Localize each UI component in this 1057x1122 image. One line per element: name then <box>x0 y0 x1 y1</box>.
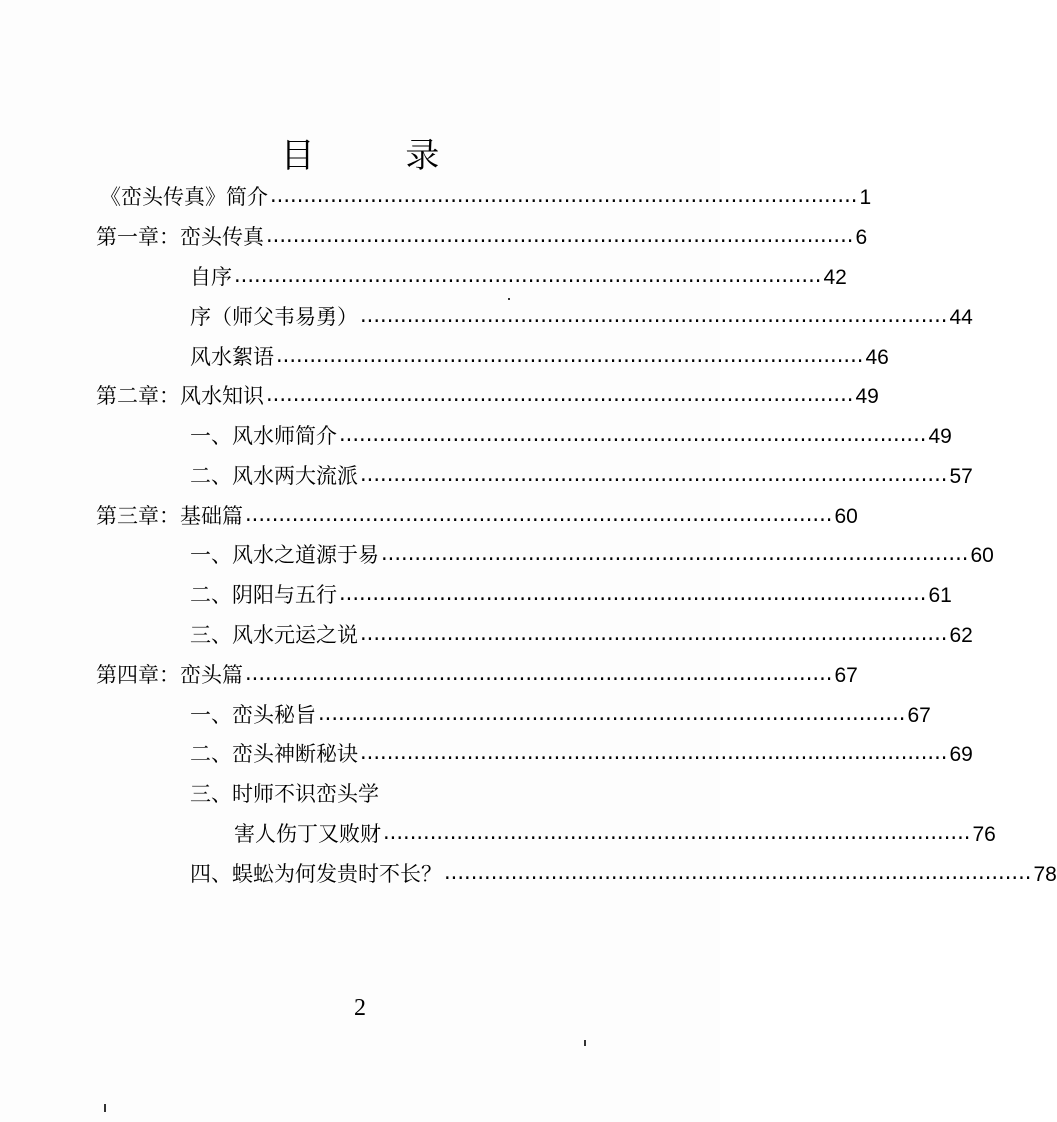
scan-speck <box>508 298 510 300</box>
toc-entry-label: 二、风水两大流派 <box>190 463 358 488</box>
toc-entry-page: 76 <box>972 822 996 846</box>
page-number: 2 <box>354 995 366 1021</box>
toc-entry[interactable] <box>190 575 952 615</box>
toc-leader-dots: ························································································ <box>360 745 948 770</box>
toc-entry-label: 序（师父韦易勇） <box>190 304 358 329</box>
toc-entry[interactable] <box>190 456 973 496</box>
toc-entry[interactable] <box>190 734 973 774</box>
toc-entry[interactable] <box>96 217 868 257</box>
toc-entry-page: 60 <box>834 504 858 528</box>
toc-entry-page: 78 <box>1033 862 1057 886</box>
toc-entry-label: 一、峦头秘旨 <box>190 702 316 727</box>
toc-entry-page: 60 <box>970 543 994 567</box>
toc-entry-label: 四、蜈蚣为何发贵时不长？ <box>190 861 442 886</box>
toc-entry[interactable] <box>190 695 931 735</box>
title-char-left: 目 <box>280 136 315 176</box>
toc-entry[interactable] <box>190 535 994 575</box>
toc-entry[interactable] <box>96 655 858 695</box>
toc-leader-dots: ························································································ <box>270 188 858 213</box>
toc-entry-label: 第三章：基础篇 <box>96 503 243 528</box>
toc-leader-dots: ························································································ <box>360 626 948 651</box>
toc-entry[interactable] <box>190 257 847 297</box>
toc-leader-dots: ························································································ <box>245 666 833 691</box>
toc-leader-dots: ························································································ <box>383 825 971 850</box>
toc-entry-label: 二、阴阳与五行 <box>190 582 337 607</box>
toc-leader-dots: ························································································ <box>234 268 822 293</box>
toc-entry[interactable] <box>190 297 973 337</box>
toc-entry-label: 三、时师不识峦头学 <box>190 781 379 806</box>
toc-entry-label: 一、风水之道源于易 <box>190 542 379 567</box>
toc-entry-page: 61 <box>928 583 952 607</box>
toc-entry-page: 44 <box>949 305 973 329</box>
toc-leader-dots: ························································································ <box>318 706 906 731</box>
toc-entry-label: 一、风水师简介 <box>190 423 337 448</box>
toc-entry-label: 《峦头传真》简介 <box>100 184 268 209</box>
toc-entry[interactable] <box>190 774 620 814</box>
scan-speck <box>584 1040 586 1046</box>
toc-entry-label: 害人伤丁又败财 <box>234 821 381 846</box>
toc-entry-page: 67 <box>907 703 931 727</box>
toc-entry-page: 1 <box>859 185 872 209</box>
toc-title <box>0 128 720 177</box>
toc-leader-dots: ························································································ <box>339 586 927 611</box>
toc-entry-page: 49 <box>855 384 879 408</box>
toc-entry-page: 57 <box>949 464 973 488</box>
toc-leader-dots: ························································································ <box>381 546 969 571</box>
toc-entry-page: 46 <box>865 345 889 369</box>
toc-leader-dots: ························································································ <box>360 467 948 492</box>
toc-entry[interactable] <box>96 376 879 416</box>
toc-entry[interactable] <box>190 615 973 655</box>
toc-entry-label: 二、峦头神断秘诀 <box>190 741 358 766</box>
toc-leader-dots: ························································································ <box>266 228 854 253</box>
toc-entry-label: 第四章：峦头篇 <box>96 662 243 687</box>
toc-entry-label: 三、风水元运之说 <box>190 622 358 647</box>
toc-entry-page: 67 <box>834 663 858 687</box>
toc-entry-page: 69 <box>949 742 973 766</box>
toc-entry-label: 第一章：峦头传真 <box>96 224 264 249</box>
scan-speck <box>104 1104 106 1112</box>
toc-leader-dots: ························································································ <box>360 308 948 333</box>
toc-entry-page: 49 <box>928 424 952 448</box>
toc-entry-label: 风水絮语 <box>190 344 274 369</box>
toc-entry-page: 42 <box>823 265 847 289</box>
toc-entry[interactable] <box>100 177 872 217</box>
toc-entry-page: 62 <box>949 623 973 647</box>
toc-entry[interactable] <box>190 337 889 377</box>
toc-leader-dots: ························································································ <box>276 348 864 373</box>
toc-leader-dots: ························································································ <box>245 507 833 532</box>
toc-entry-label: 自序 <box>190 264 232 289</box>
title-char-right: 录 <box>405 136 440 176</box>
toc-entry[interactable] <box>96 496 858 536</box>
toc-entry-page: 6 <box>855 225 868 249</box>
toc-leader-dots: ························································································ <box>266 387 854 412</box>
toc-entry[interactable] <box>190 416 952 456</box>
toc-entry-label: 第二章：风水知识 <box>96 383 264 408</box>
toc-leader-dots: ························································································ <box>339 427 927 452</box>
toc-leader-dots: ························································································ <box>444 865 1032 890</box>
toc-entry[interactable] <box>190 854 1057 894</box>
toc-entry[interactable] <box>234 814 996 854</box>
